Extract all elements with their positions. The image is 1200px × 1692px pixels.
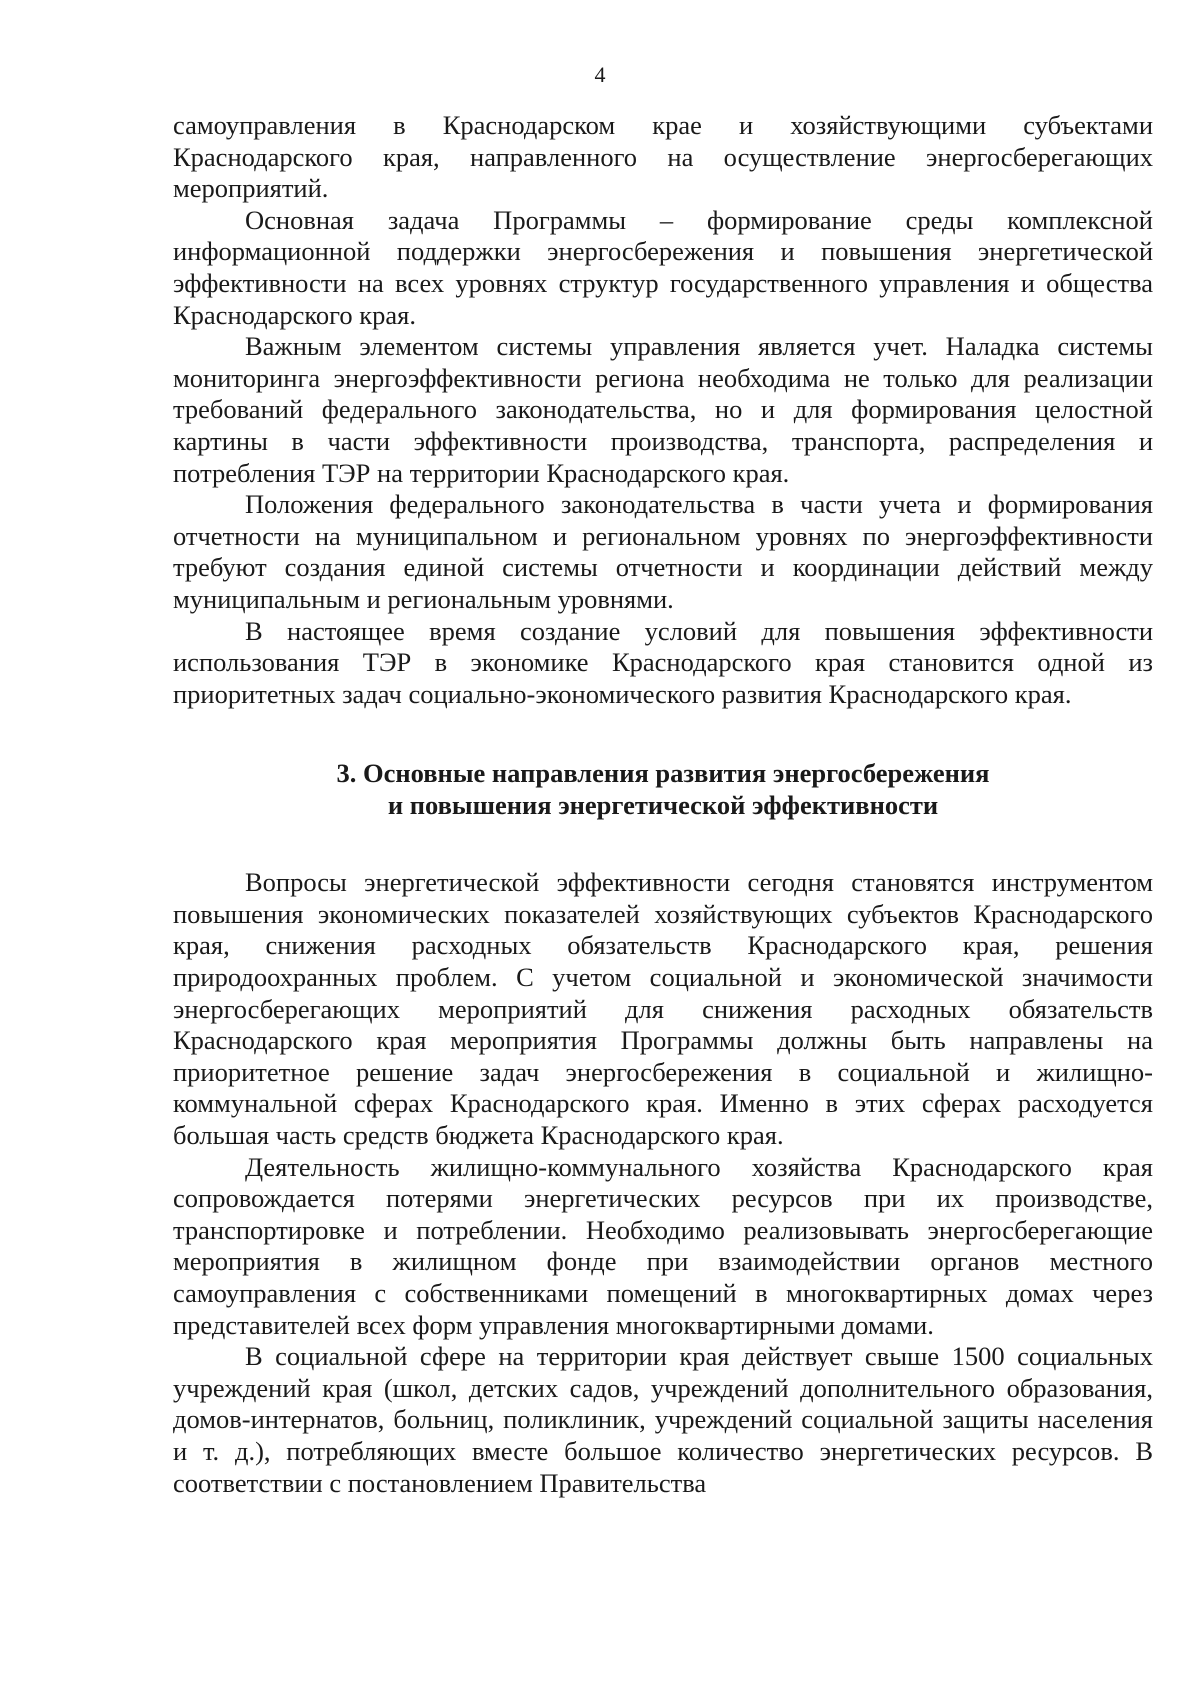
paragraph-current-conditions: В настоящее время создание условий для повышения эффективности использования ТЭР в экономике Краснодарского края становится одной из приоритетных задач социально-экономического развития Краснодарского края. (173, 615, 1153, 709)
paragraph-continuation: самоуправления в Краснодарском крае и хозяйствующими субъектами Краснодарского края, направленного на осуществление энергосберегающих мероприятий. (173, 110, 1153, 204)
paragraph-social-sphere: В социальной сфере на территории края действует свыше 1500 социальных учреждений края (школ, детских садов, учреждений дополнительного образования, домов-интернатов, больниц, поликлиник, учреждений социальной защиты населения и т. д.), потребляющих вместе большое количество энергетических ресурсов. В соответствии с постановлением Правительства (173, 1341, 1153, 1498)
paragraph-accounting: Важным элементом системы управления является учет. Наладка системы мониторинга энергоэффективности региона необходима не только для реализации требований федерального законодательства, но и для формирования целостной картины в части эффективности производства, транспорта, распределения и потребления ТЭР на территории Краснодарского края. (173, 331, 1153, 488)
paragraph-federal-legislation: Положения федерального законодательства в части учета и формирования отчетности на муниципальном и региональном уровнях по энергоэффективности требуют создания единой системы отчетности и координации действий между муниципальным и региональным уровнями. (173, 489, 1153, 614)
section-heading (173, 757, 1153, 821)
paragraph-housing-utilities: Деятельность жилищно-коммунального хозяйства Краснодарского края сопровождается потерями энергетических ресурсов при их производстве, транспортировке и потреблении. Необходимо реализовывать энергосберегающие мероприятия в жилищном фонде при взаимодействии органов местного самоуправления с собственниками помещений в многоквартирных домах через представителей всех форм управления многоквартирными домами. (173, 1151, 1153, 1340)
document-body (173, 110, 1153, 1499)
section-heading-line-2: и повышения энергетической эффективности (387, 790, 939, 821)
section-heading-line-1: 3. Основные направления развития энергосбережения (336, 758, 990, 789)
page-number: 4 (594, 62, 606, 87)
paragraph-main-task: Основная задача Программы – формирование среды комплексной информационной поддержки энергосбережения и повышения энергетической эффективности на всех уровнях структур государственного управления и общества Краснодарского края. (173, 204, 1153, 330)
paragraph-efficiency-questions: Вопросы энергетической эффективности сегодня становятся инструментом повышения экономических показателей хозяйствующих субъектов Краснодарского края, снижения расходных обязательств Краснодарского края, решения природоохранных проблем. С учетом социальной и экономической значимости энергосберегающих мероприятий для снижения расходных обязательств Краснодарского края мероприятия Программы должны быть направлены на приоритетное решение задач энергосбережения в социальной и жилищно-коммунальной сферах Краснодарского края. Именно в этих сферах расходуется большая часть средств бюджета Краснодарского края. (173, 867, 1153, 1151)
